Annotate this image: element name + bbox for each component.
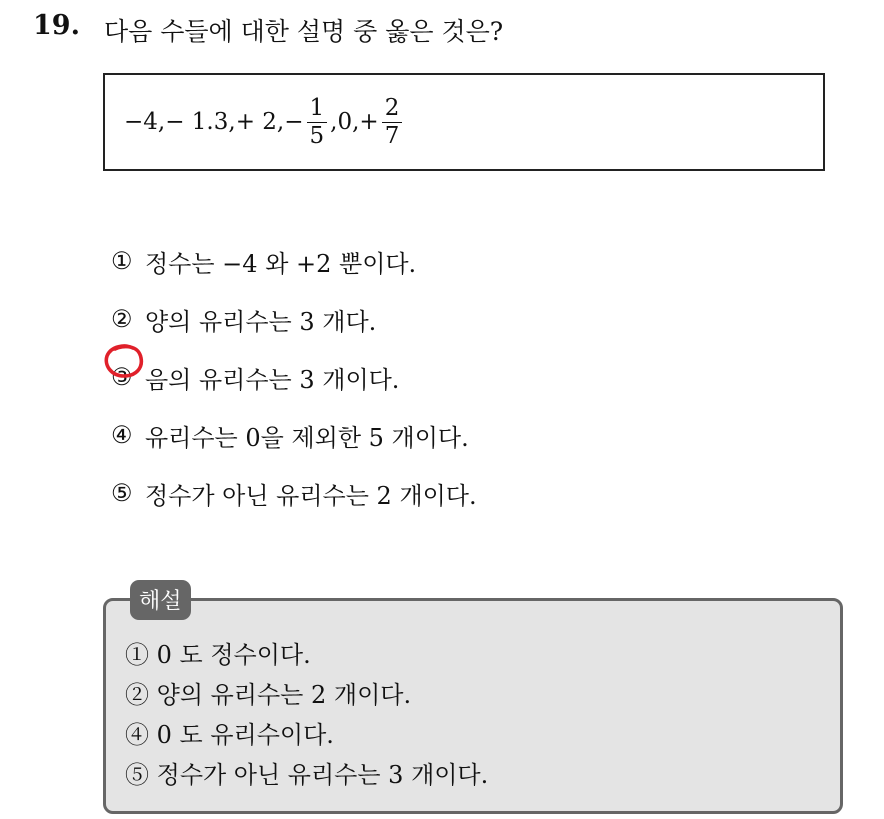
question-number: 19.	[33, 10, 80, 41]
explanation-line: ④ 0 도 유리수이다.	[125, 720, 334, 749]
number-item: 0,	[337, 109, 360, 135]
number-list	[124, 75, 405, 169]
option-text: 유리수는 0을 제외한 5 개이다.	[145, 423, 469, 452]
number-comma: ,	[330, 109, 338, 135]
explanation-line: ② 양의 유리수는 2 개이다.	[125, 680, 412, 709]
number-item: + 2,	[235, 109, 285, 135]
fraction-denominator: 7	[384, 122, 400, 149]
option-text: 음의 유리수는 3 개이다.	[145, 365, 400, 394]
option-marker: ①	[111, 247, 133, 275]
fraction	[307, 95, 328, 149]
fraction-denominator: 5	[309, 122, 325, 149]
explanation-tag: 해설	[130, 580, 191, 620]
fraction	[382, 95, 403, 149]
option-marker: ③	[111, 363, 133, 391]
explanation-line: ① 0 도 정수이다.	[125, 640, 311, 669]
option-5[interactable]	[111, 464, 477, 522]
option-marker: ⑤	[111, 479, 133, 507]
number-list-box	[103, 73, 825, 171]
option-1[interactable]	[111, 232, 477, 290]
option-text: 양의 유리수는 3 개다.	[145, 307, 377, 336]
fraction-numerator: 2	[382, 95, 403, 122]
option-marker: ④	[111, 421, 133, 449]
option-text: 정수는 −4 와 +2 뿐이다.	[145, 249, 417, 278]
answer-options	[111, 232, 477, 522]
number-item: − 1.3,	[165, 109, 236, 135]
explanation-line: ⑤ 정수가 아닌 유리수는 3 개이다.	[125, 760, 489, 789]
option-2[interactable]	[111, 290, 477, 348]
number-item: −4,	[124, 109, 166, 135]
question-text: 다음 수들에 대한 설명 중 옳은 것은?	[104, 17, 504, 46]
option-3[interactable]	[111, 348, 477, 406]
number-sign: −	[284, 109, 304, 135]
circle-stroke	[106, 346, 141, 376]
number-sign: +	[359, 109, 379, 135]
option-text: 정수가 아닌 유리수는 2 개이다.	[145, 481, 477, 510]
fraction-numerator: 1	[307, 95, 328, 122]
option-4[interactable]	[111, 406, 477, 464]
explanation-lines	[125, 632, 488, 792]
answer-circle-mark	[103, 343, 145, 379]
option-marker: ②	[111, 305, 133, 333]
